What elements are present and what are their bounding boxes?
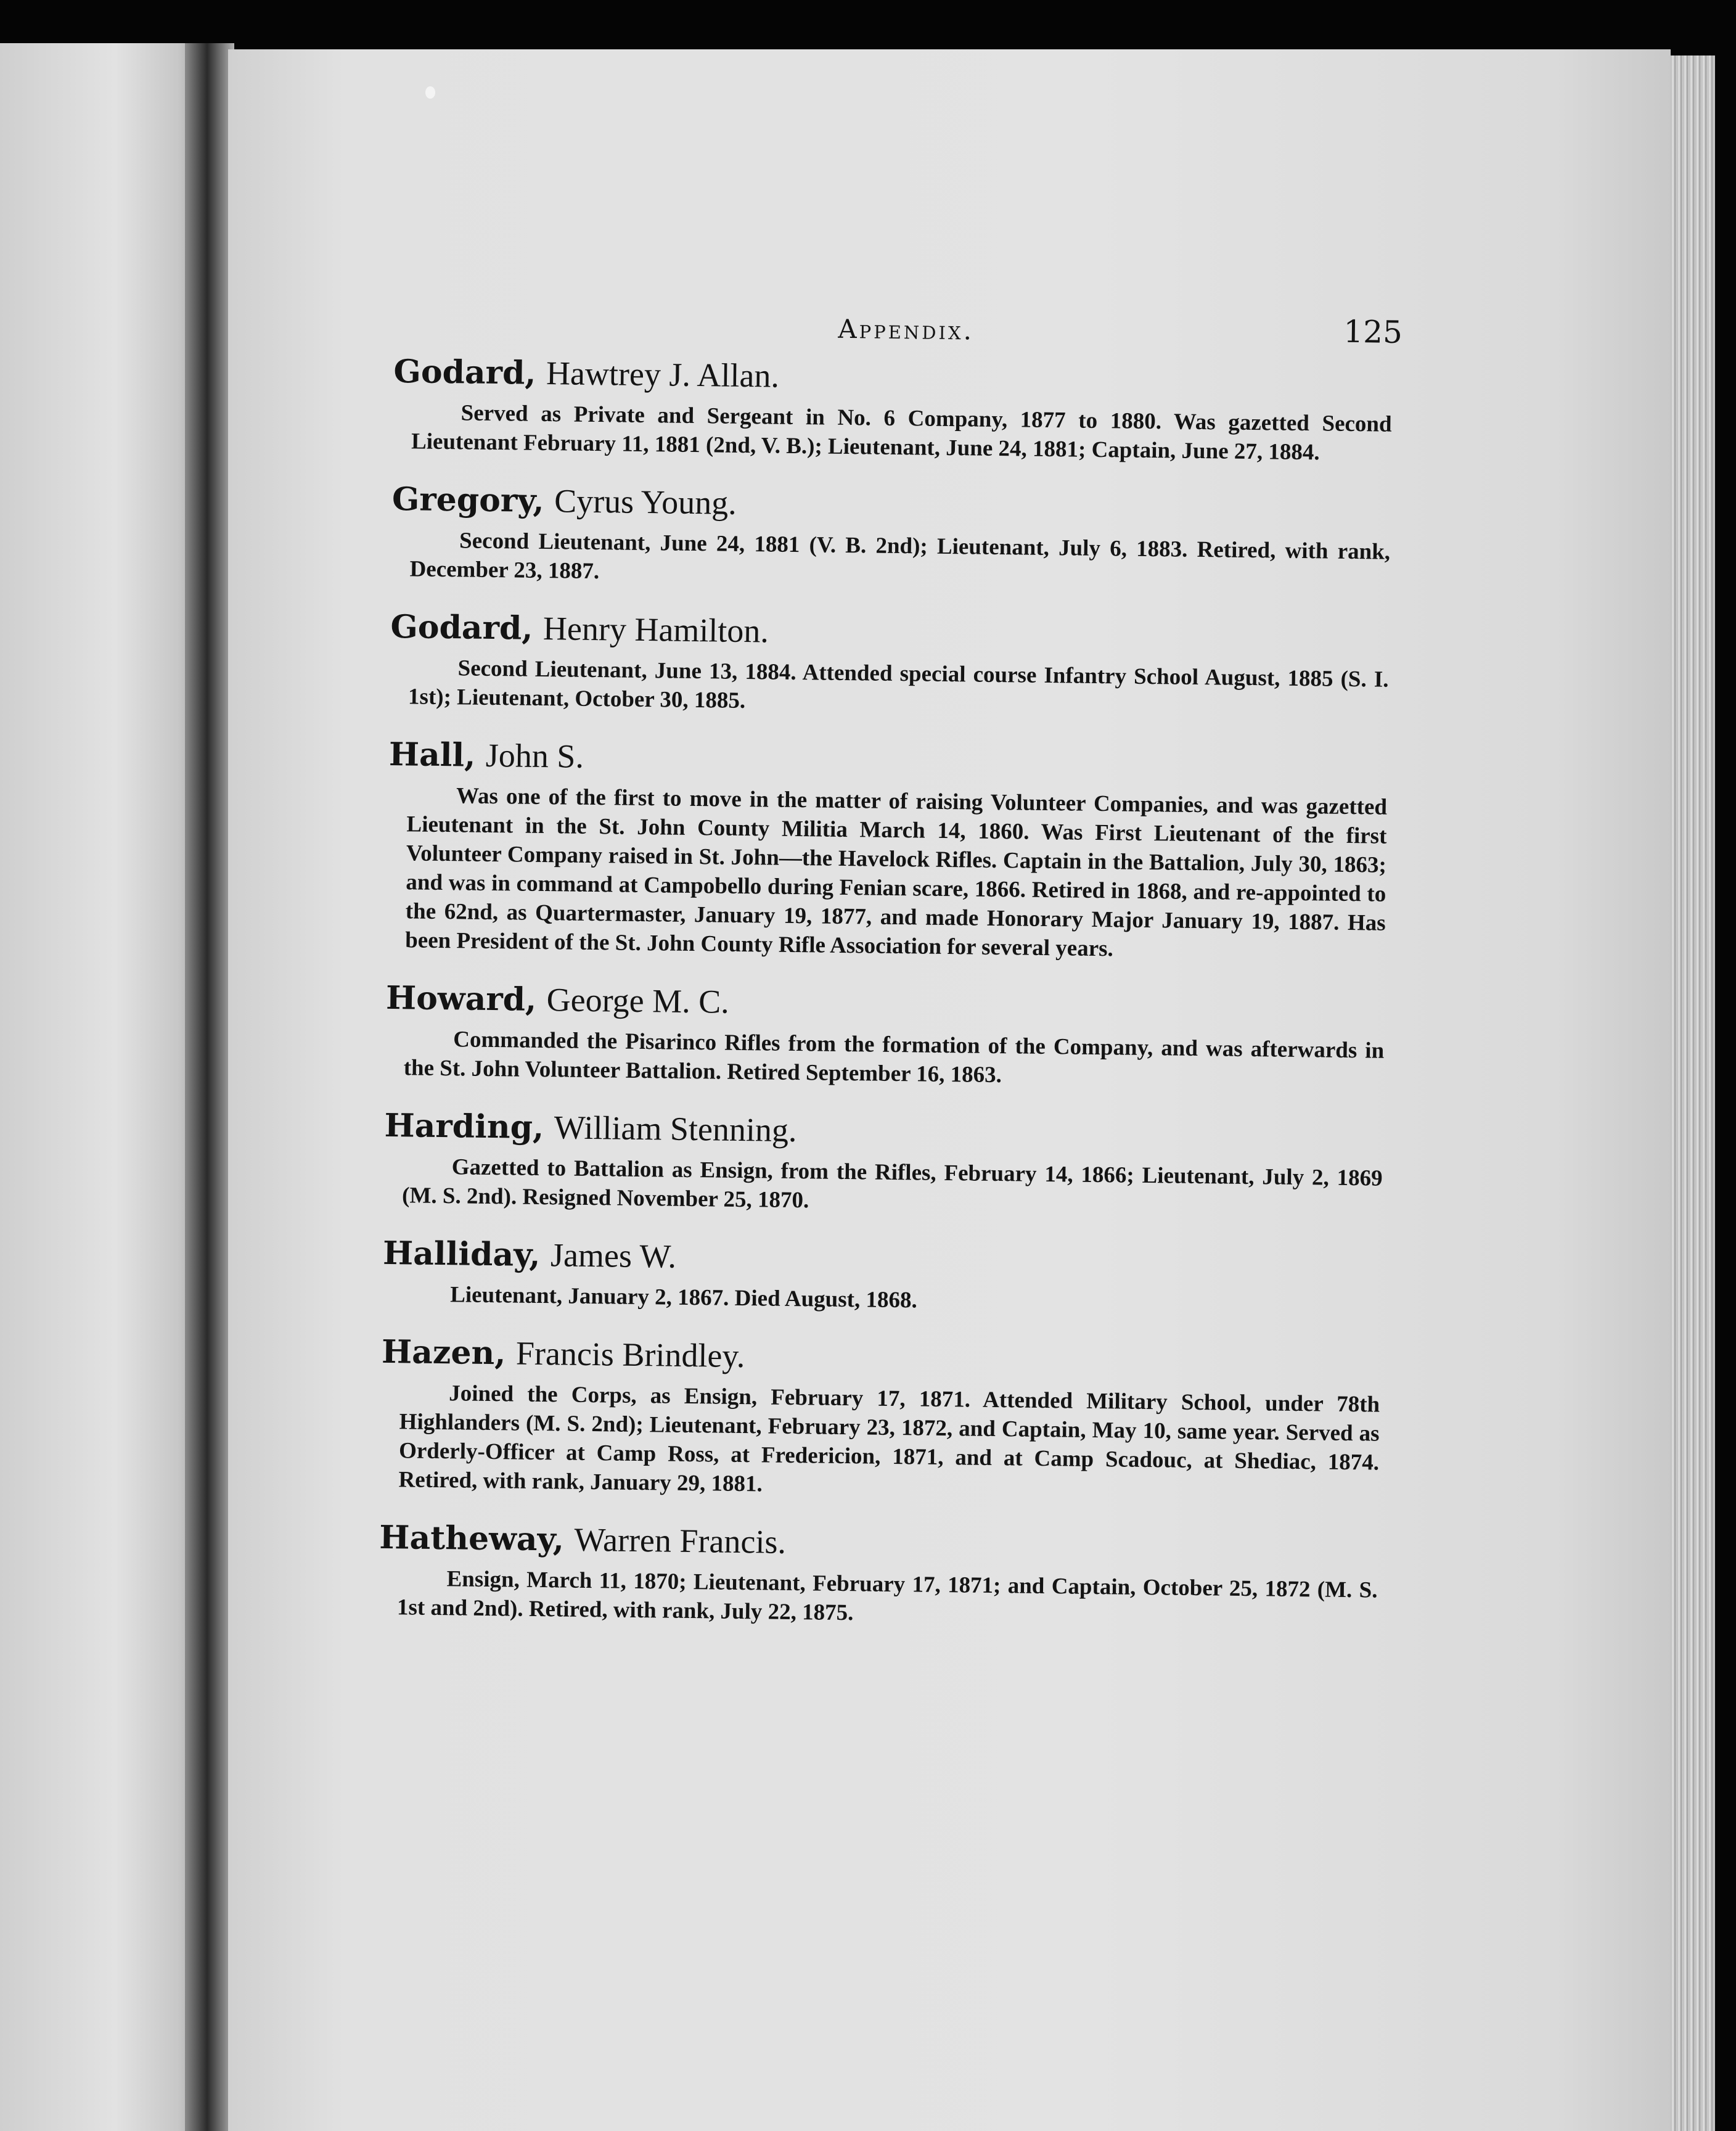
biography-entry <box>379 1517 1378 1634</box>
biography-entry <box>393 351 1393 468</box>
entry-text: Second Lieutenant, June 24, 1881 (V. B. 2nd); Lieutenant, July 6, 1883. Retired, with rank, December 23, 1887. <box>409 528 1391 585</box>
entry-text: Served as Private and Sergeant in No. 6 Company, 1877 to 1880. Was gazetted Second Lieutenant February 11, 1881 (2nd, V. B.); Lieutenant, June 24, 1881; Captain, June 27, 1884. <box>411 400 1392 466</box>
entry-text: Lieutenant, January 2, 1867. Died August, 1868. <box>449 1282 917 1313</box>
entry-heading <box>384 1106 1383 1158</box>
entry-heading <box>386 978 1385 1030</box>
running-head-title: Appendix. <box>838 313 975 346</box>
entry-text: Gazetted to Battalion as Ensign, from the Rifles, February 14, 1866; Lieutenant, July 2, 1869 (M. S. 2nd). Resigned November 25, 1870. <box>401 1154 1383 1213</box>
biography-entry <box>380 1332 1380 1506</box>
entry-heading <box>379 1517 1378 1570</box>
entry-surname: Gregory, <box>391 480 545 520</box>
entry-surname: Hatheway, <box>379 1518 565 1559</box>
biography-entry <box>387 734 1388 967</box>
entry-given-name: George M. C. <box>546 981 730 1020</box>
entry-given-name: Warren Francis. <box>574 1521 787 1561</box>
entry-surname: Howard, <box>385 979 537 1019</box>
entry-given-name: John S. <box>485 736 584 775</box>
page-number: 125 <box>1343 313 1403 350</box>
entry-given-name: Francis Brindley. <box>515 1334 745 1375</box>
entry-text: Ensign, March 11, 1870; Lieutenant, February 17, 1871; and Captain, October 25, 1872 (M. S. 1st and 2nd). Retired, with rank, July 22, 1875. <box>396 1566 1378 1626</box>
entry-text: Second Lieutenant, June 13, 1884. Attended special course Infantry School August, 1885 (S. I. 1st); Lieutenant, October 30, 1885. <box>407 655 1389 714</box>
page-edges <box>1671 55 1715 2131</box>
entry-heading <box>390 607 1390 659</box>
entry-surname: Godard, <box>393 352 536 392</box>
entry-surname: Hazen, <box>381 1332 506 1373</box>
entry-heading <box>383 1233 1382 1286</box>
left-page-margin <box>0 43 210 2131</box>
entry-given-name: Cyrus Young. <box>554 482 737 522</box>
entry-text: Joined the Corps, as Ensign, February 17, 1871. Attended Military School, under 78th Highlanders (M. S. 2nd); Lieutenant, February 23, 1872, and Captain, May 10, same year. Served as Orderly-Officer at Camp Ross, at Fredericion, 1871, and at Camp Scadouc, at Shediac, 1874. Retired, with rank, January 29, 1881. <box>398 1381 1380 1497</box>
entry-given-name: Hawtrey J. Allan. <box>546 355 780 395</box>
book-gutter <box>185 43 234 2131</box>
entry-text: Was one of the first to move in the matter of raising Volunteer Companies, and was gazetted Lieutenant in the St. John County Militia March 14, 1860. Was First Lieutenant of the first Volunteer Company raised in St. John—the Havelock Rifles. Captain in the Battalion, July 30, 1863; and was in command at Campobello during Fenian scare, 1866. Retired in 1868, and re-appointed to the 62nd, as Quartermaster, January 19, 1877, and made Honorary Major January 19, 1887. Has been President of the St. John County Rifle Association for several years. <box>404 783 1388 962</box>
biography-entry <box>391 479 1391 596</box>
entry-given-name: Henry Hamilton. <box>542 609 769 650</box>
entry-text: Commanded the Pisarinco Rifles from the formation of the Company, and was afterwards in the St. John Volunteer Battalion. Retired September 16, 1863. <box>403 1027 1385 1088</box>
biography-entry <box>385 978 1385 1094</box>
entry-surname: Harding, <box>384 1106 544 1147</box>
paper-speck <box>425 86 435 99</box>
entry-surname: Godard, <box>390 607 533 647</box>
entry-heading <box>392 479 1391 532</box>
biography-entry <box>382 1233 1382 1321</box>
page-content <box>378 296 1403 1657</box>
entry-given-name: James W. <box>550 1236 677 1275</box>
entry-given-name: William Stenning. <box>554 1109 797 1149</box>
biography-entry <box>383 1106 1383 1222</box>
biography-entry <box>390 607 1390 723</box>
entry-heading <box>382 1332 1381 1384</box>
entry-surname: Hall, <box>388 735 476 774</box>
entry-heading <box>389 734 1388 787</box>
entry-surname: Halliday, <box>382 1234 541 1275</box>
